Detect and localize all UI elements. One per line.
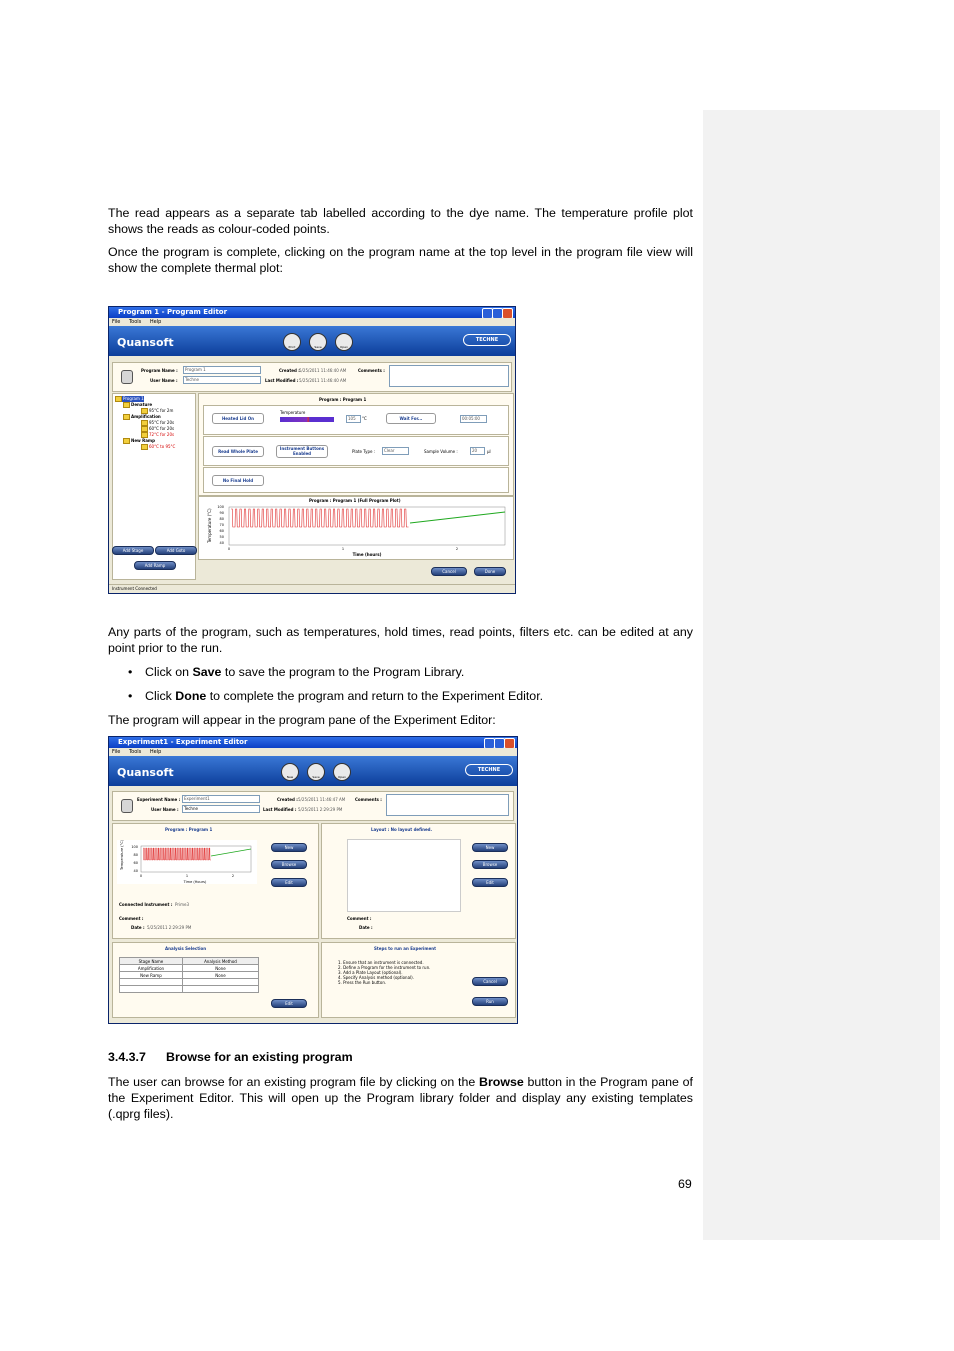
- x-tick: 2: [455, 547, 459, 551]
- tree-denature-step[interactable]: 95°C for 2m: [141, 408, 179, 414]
- table-header-row: [120, 958, 259, 965]
- page-number: 69: [678, 1177, 692, 1191]
- run-button[interactable]: Run: [472, 997, 508, 1006]
- techne-logo: TECHNE: [465, 764, 513, 776]
- program-date-label: Date :: [131, 925, 145, 930]
- connected-instrument-label: Connected Instrument :: [119, 902, 173, 907]
- comments-label: Comments :: [355, 797, 382, 802]
- y-axis-label: Temperature (°C): [120, 840, 124, 870]
- title-bar: [109, 737, 517, 748]
- program-comment-label: Comment :: [119, 916, 144, 921]
- y-tick: 40: [133, 869, 138, 873]
- comment-margin: [703, 110, 940, 1240]
- quansoft-logo: Quansoft: [117, 336, 174, 349]
- created-label: Created :: [277, 797, 298, 802]
- layout-pane-header: Layout : No layout defined.: [371, 827, 433, 832]
- experiment-name-field[interactable]: Experiment1: [182, 795, 260, 803]
- layout-preview: [347, 839, 461, 912]
- program-editor-screenshot: [108, 306, 516, 594]
- paragraph-program-complete: Once the program is complete, clicking on the program name at the top level in the program file view will show the complete thermal plot:: [108, 245, 693, 275]
- y-tick: 60: [219, 529, 224, 533]
- temperature-field[interactable]: 105: [346, 415, 361, 423]
- step-item: 2. Define a Program for the instrument to run.: [338, 965, 431, 970]
- open-icon[interactable]: Open: [335, 333, 353, 351]
- program-pane-header: Program : Program 1: [165, 827, 213, 832]
- done-button[interactable]: Done: [474, 567, 506, 576]
- program-new-button[interactable]: New: [271, 843, 307, 852]
- created-label: Created :: [279, 368, 300, 373]
- menu-tools[interactable]: Tools: [128, 319, 142, 325]
- pcr-cycles-line: [231, 509, 409, 527]
- lid-wait-section: [203, 405, 509, 435]
- menu-help[interactable]: Help: [149, 319, 162, 325]
- experiment-editor-screenshot: [108, 736, 518, 1024]
- y-tick: 40: [219, 541, 224, 545]
- layout-date-label: Date :: [359, 925, 373, 930]
- wait-time-field[interactable]: 00:05:00: [460, 415, 487, 423]
- window-title: Experiment1 - Experiment Editor: [118, 738, 248, 746]
- steps-pane-header: Steps to run an Experiment: [374, 946, 437, 951]
- plate-type-label: Plate Type :: [352, 449, 376, 454]
- bullet-glyph: •: [128, 665, 133, 679]
- bullet-glyph: •: [128, 689, 133, 703]
- section-title: Browse for an existing program: [166, 1050, 353, 1064]
- modified-label: Last Modified :: [265, 378, 299, 383]
- paragraph-read-tab: The read appears as a separate tab labelled according to the dye name. The temperature profile plot shows the reads as colour-coded points.: [108, 206, 693, 236]
- y-tick: 80: [219, 517, 224, 521]
- section-number: 3.4.3.7: [108, 1050, 146, 1064]
- user-name-label: User Name :: [151, 807, 179, 812]
- comments-field[interactable]: [389, 365, 509, 387]
- add-goto-button[interactable]: Add Goto: [155, 546, 197, 555]
- status-bar: [109, 584, 515, 593]
- program-mini-plot: [117, 840, 257, 884]
- program-header: Program : Program 1: [319, 397, 367, 402]
- layout-browse-button[interactable]: Browse: [472, 860, 508, 869]
- analysis-pane-header: Analysis Selection: [165, 946, 207, 951]
- pcr-cycles-line: [143, 848, 211, 860]
- x-tick: 2: [231, 874, 235, 878]
- tree-amp-step[interactable]: 72°C for 20s: [141, 432, 179, 438]
- folder-icon: [123, 438, 130, 444]
- menu-help[interactable]: Help: [149, 749, 162, 755]
- melt-ramp-line: [410, 512, 505, 523]
- column-header: Analysis Method: [182, 958, 258, 965]
- y-tick: 100: [131, 845, 138, 849]
- experiment-name-label: Experiment Name :: [137, 797, 181, 802]
- read-section: [203, 436, 509, 466]
- comments-label: Comments :: [358, 368, 385, 373]
- app-banner: [109, 326, 515, 356]
- paragraph-program-pane: The program will appear in the program pane of the Experiment Editor:: [108, 713, 496, 727]
- paragraph-browse: The user can browse for an existing program file by clicking on the Browse button in the Program pane of the Experiment Editor. This will open up the Program library folder and display any existing templates (.qprg files).: [108, 1075, 693, 1121]
- table-cell[interactable]: None: [182, 972, 258, 979]
- table-row[interactable]: [120, 972, 259, 979]
- quansoft-logo: Quansoft: [117, 766, 174, 779]
- sample-volume-label: Sample Volume :: [424, 449, 458, 454]
- table-cell[interactable]: None: [182, 965, 258, 972]
- experiment-info-panel: [112, 791, 514, 821]
- plot-title: Program : Program 1 (Full Program Plot): [309, 498, 401, 503]
- sample-volume-field[interactable]: 20: [470, 447, 485, 455]
- y-tick: 60: [133, 861, 138, 865]
- tree-ramp-step[interactable]: 60°C to 95°C: [141, 444, 179, 450]
- analysis-table: [119, 957, 259, 993]
- layout-comment-label: Comment :: [347, 916, 372, 921]
- no-final-hold-button[interactable]: No Final Hold: [212, 475, 264, 486]
- y-tick: 100: [217, 505, 224, 509]
- y-tick: 50: [219, 535, 224, 539]
- paragraph-edit-program: Any parts of the program, such as temperatures, hold times, read points, filters etc. can be edited at any point prior to the run.: [108, 625, 693, 655]
- instrument-buttons-button[interactable]: Instrument Buttons Enabled: [276, 445, 328, 458]
- step-item: 5. Press the Run button.: [338, 980, 387, 985]
- y-tick: 80: [133, 853, 138, 857]
- program-date-value: 5/25/2011 2:29:29 PM: [147, 925, 192, 930]
- program-info-panel: [112, 362, 512, 392]
- y-tick: 70: [219, 523, 224, 527]
- tree-root[interactable]: Program 1: [115, 396, 144, 402]
- table-cell: Amplification: [120, 965, 183, 972]
- lock-icon[interactable]: [121, 799, 133, 813]
- menu-file[interactable]: File: [112, 749, 121, 755]
- window-title: Program 1 - Program Editor: [118, 308, 228, 316]
- user-name-label: User Name :: [150, 378, 178, 383]
- program-plot: [199, 497, 513, 559]
- tree-denature[interactable]: Denature: [123, 402, 161, 408]
- analysis-pane: [112, 942, 319, 1018]
- add-ramp-button[interactable]: Add Ramp: [134, 561, 176, 570]
- step-item: 1. Ensure that an instrument is connected.: [338, 960, 424, 965]
- x-tick: 0: [139, 874, 143, 878]
- temp-unit: °C: [362, 416, 367, 421]
- program-tree: [115, 396, 176, 450]
- temperature-label: Temperature: [280, 410, 306, 415]
- y-tick: 90: [219, 511, 224, 515]
- temperature-slider[interactable]: [280, 417, 334, 422]
- menu-tools[interactable]: Tools: [128, 749, 142, 755]
- table-row[interactable]: [120, 965, 259, 972]
- menu-bar: [109, 748, 517, 756]
- program-name-field[interactable]: Program 1: [183, 366, 261, 374]
- layout-new-button[interactable]: New: [472, 843, 508, 852]
- tree-amp-step[interactable]: 95°C for 20s: [141, 420, 179, 426]
- final-hold-section: [203, 467, 509, 493]
- x-axis-label: Time (hours): [352, 552, 382, 557]
- program-plot-panel: [198, 496, 514, 560]
- table-cell: New Ramp: [120, 972, 183, 979]
- y-axis-label: Temperature (°C): [207, 508, 212, 543]
- modified-value: 5/25/2011 2:29:29 PM: [298, 807, 343, 812]
- lock-icon[interactable]: [121, 370, 133, 384]
- comments-field[interactable]: [386, 794, 509, 816]
- created-value: 5/25/2011 11:46:47 AM: [298, 797, 346, 802]
- program-settings-panel: [198, 393, 514, 496]
- modified-label: Last Modified :: [263, 807, 297, 812]
- program-name-label: Program Name :: [141, 368, 178, 373]
- add-stage-button[interactable]: Add Stage: [112, 546, 154, 555]
- save-icon[interactable]: Save: [307, 763, 325, 781]
- program-edit-button[interactable]: Edit: [271, 878, 307, 887]
- step-item: 3. Add a Plate Layout (optional).: [338, 970, 403, 975]
- created-value: 5/25/2011 11:46:40 AM: [299, 368, 347, 373]
- steps-pane: [321, 942, 516, 1018]
- program-pane: [112, 823, 319, 939]
- status-text: Instrument Connected: [112, 586, 157, 591]
- cancel-button[interactable]: Cancel: [431, 567, 467, 576]
- title-bar: [109, 307, 515, 318]
- layout-edit-button[interactable]: Edit: [472, 878, 508, 887]
- tree-ramp[interactable]: New Ramp: [123, 438, 161, 444]
- step-item: 4. Specify Analysis method (optional).: [338, 975, 414, 980]
- folder-icon: [123, 402, 130, 408]
- cancel-button[interactable]: Cancel: [472, 977, 508, 986]
- table-row: [120, 979, 259, 986]
- connected-instrument-value: Prime3: [175, 902, 189, 907]
- menu-file[interactable]: File: [112, 319, 121, 325]
- techne-logo: TECHNE: [463, 334, 511, 346]
- folder-icon: [123, 414, 130, 420]
- new-icon[interactable]: New: [281, 763, 299, 781]
- folder-icon: [115, 396, 122, 402]
- tree-amplification[interactable]: Amplification: [123, 414, 161, 420]
- app-banner: [109, 756, 517, 786]
- heated-lid-button[interactable]: Heated Lid On: [212, 413, 264, 424]
- x-tick: 0: [227, 547, 231, 551]
- print-icon[interactable]: Print: [283, 333, 301, 351]
- x-axis-label: Time (Hours): [183, 880, 207, 884]
- x-tick: 1: [185, 874, 189, 878]
- menu-bar: [109, 318, 515, 326]
- tree-amp-step[interactable]: 60°C for 20s: [141, 426, 179, 432]
- wait-for-button[interactable]: Wait For...: [386, 413, 436, 424]
- open-icon[interactable]: Open: [333, 763, 351, 781]
- program-browse-button[interactable]: Browse: [271, 860, 307, 869]
- column-header: Stage Name: [120, 958, 183, 965]
- read-whole-plate-button[interactable]: Read Whole Plate: [212, 446, 264, 457]
- folder-icon: [141, 444, 148, 450]
- x-tick: 1: [341, 547, 345, 551]
- modified-value: 5/25/2011 11:46:40 AM: [299, 378, 347, 383]
- analysis-edit-button[interactable]: Edit: [271, 999, 307, 1008]
- table-row: [120, 986, 259, 993]
- layout-pane: [321, 823, 516, 939]
- user-name-field[interactable]: Techne: [182, 805, 260, 813]
- plate-type-select[interactable]: Clear: [382, 447, 409, 455]
- user-name-field[interactable]: Techne: [183, 376, 261, 384]
- sample-unit: µl: [487, 449, 491, 454]
- save-icon[interactable]: Save: [309, 333, 327, 351]
